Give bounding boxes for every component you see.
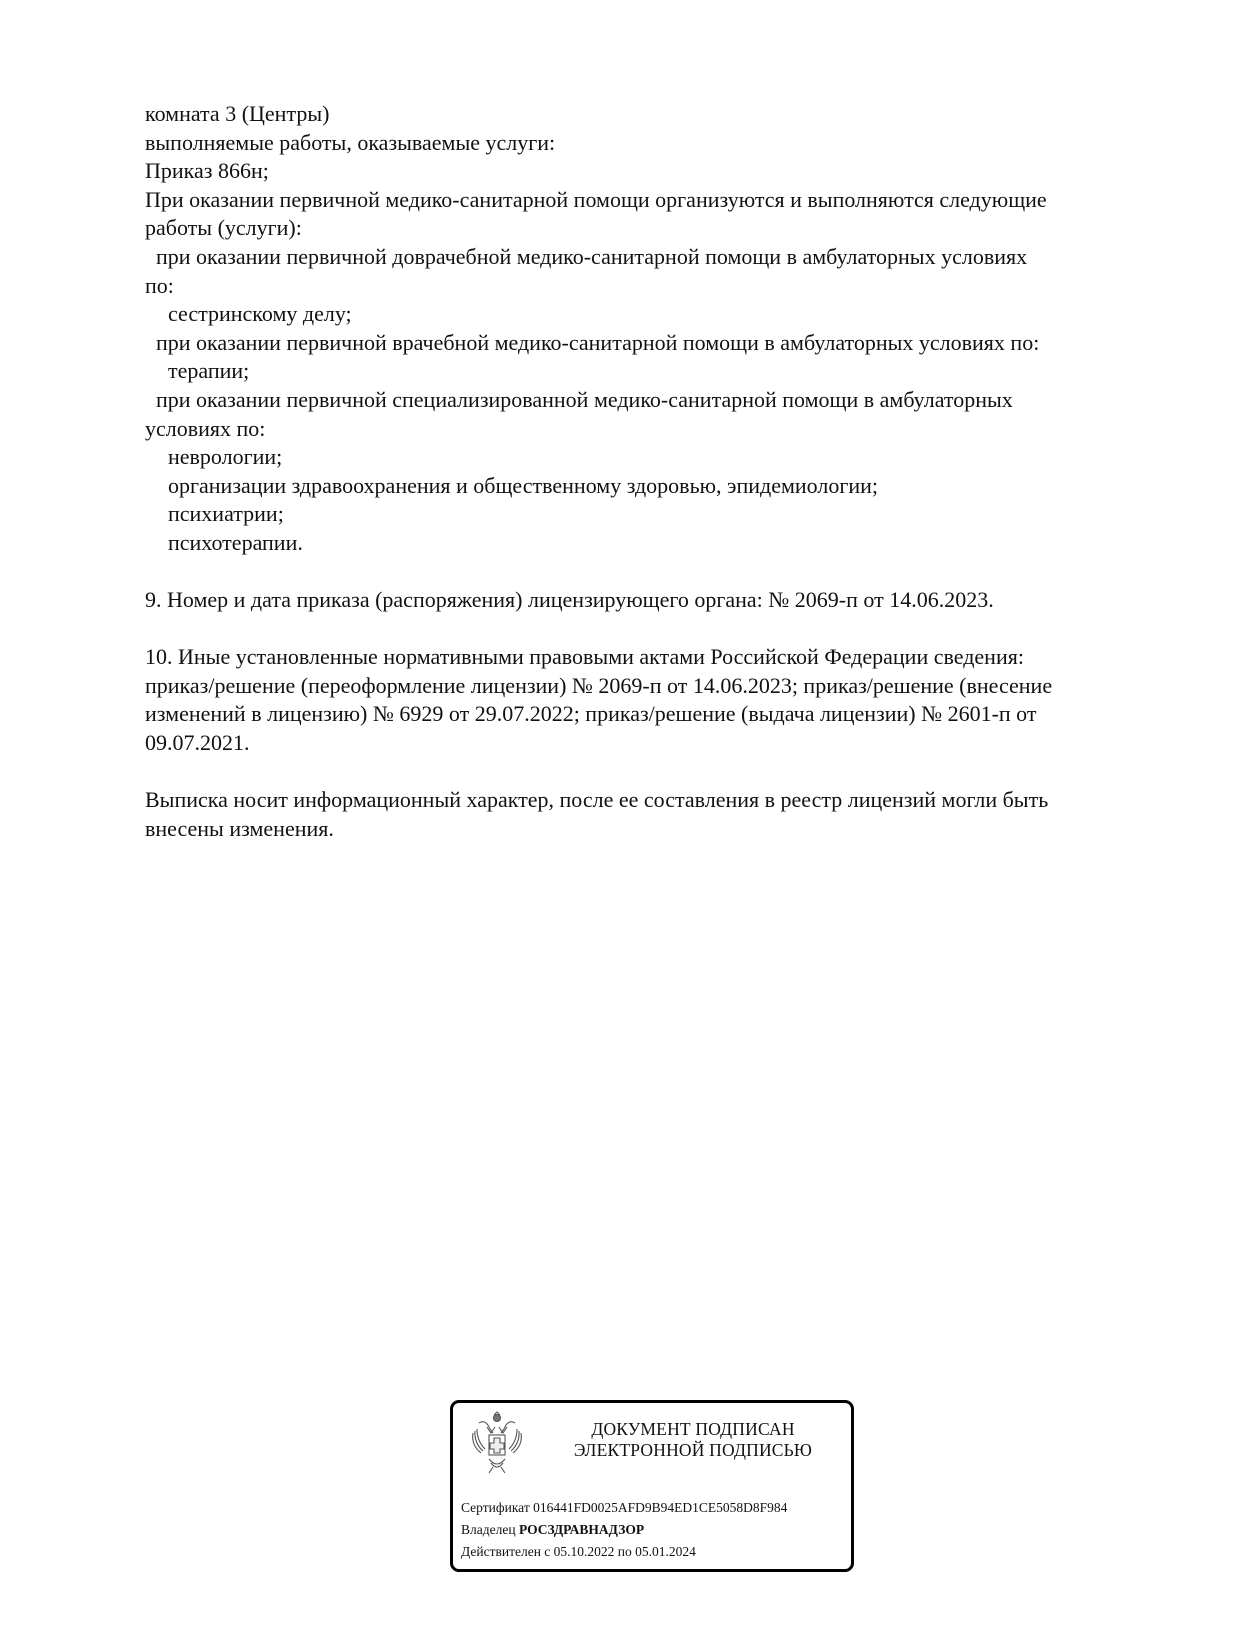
section-10-line: 09.07.2021.	[145, 730, 250, 756]
document-line: психотерапии.	[168, 529, 303, 555]
spacer	[145, 615, 1145, 644]
document-line: сестринскому делу;	[168, 301, 352, 327]
signature-title-line: ЭЛЕКТРОННОЙ ПОДПИСЬЮ	[573, 1440, 813, 1460]
section-9: 9. Номер и дата приказа (распоряжения) лицензирующего органа: № 2069-п от 14.06.2023.	[145, 587, 994, 613]
validity-row: Действителен с 05.10.2022 по 05.01.2024	[461, 1544, 696, 1559]
certificate-value: 016441FD0025AFD9B94ED1CE5058D8F984	[533, 1500, 788, 1515]
certificate-label: Сертификат	[461, 1500, 530, 1515]
document-line: комната 3 (Центры)	[145, 101, 330, 126]
document-line: условиях по:	[145, 415, 266, 441]
spacer	[145, 558, 1145, 587]
document-line: по:	[145, 272, 174, 298]
section-10-line: приказ/решение (переоформление лицензии) № 2069-п от 14.06.2023; приказ/решение (внесение	[145, 672, 1053, 698]
document-line: терапии;	[168, 358, 250, 384]
signature-title	[543, 1419, 843, 1461]
document-line: Приказ 866н;	[145, 158, 269, 184]
owner-label: Владелец	[461, 1522, 516, 1537]
document-line: работы (услуги):	[145, 215, 302, 241]
services-list	[145, 100, 1145, 558]
document-body	[145, 100, 1145, 843]
section-10-line: изменений в лицензию) № 6929 от 29.07.2022; приказ/решение (выдача лицензии) № 2601-п от	[145, 701, 1037, 727]
document-line: при оказании первичной специализированной медико-санитарной помощи в амбулаторных	[156, 386, 1013, 412]
signature-title-line: ДОКУМЕНТ ПОДПИСАН	[591, 1419, 795, 1439]
document-line: организации здравоохранения и общественному здоровью, эпидемиологии;	[168, 472, 879, 498]
certificate-row	[461, 1497, 787, 1519]
document-line: при оказании первичной доврачебной медико-санитарной помощи в амбулаторных условиях	[156, 243, 1028, 269]
document-line: выполняемые работы, оказываемые услуги:	[145, 129, 556, 155]
section-10	[145, 643, 1145, 757]
document-line: психиатрии;	[168, 501, 284, 527]
russian-coat-of-arms-icon	[465, 1411, 529, 1475]
signature-details	[461, 1497, 787, 1563]
document-line: При оказании первичной медико-санитарной помощи организуются и выполняются следующие	[145, 186, 1047, 212]
owner-value: РОСЗДРАВНАДЗОР	[518, 1522, 645, 1537]
disclaimer-line: внесены изменения.	[145, 815, 334, 841]
electronic-signature-stamp	[450, 1400, 854, 1572]
owner-row	[461, 1519, 787, 1541]
document-line: при оказании первичной врачебной медико-санитарной помощи в амбулаторных условиях по:	[156, 329, 1040, 355]
document-line: неврологии;	[168, 444, 283, 470]
section-10-line: 10. Иные установленные нормативными правовыми актами Российской Федерации сведения:	[145, 644, 1024, 670]
disclaimer-line: Выписка носит информационный характер, после ее составления в реестр лицензий могли быть	[145, 787, 1049, 813]
spacer	[145, 758, 1145, 787]
disclaimer	[145, 786, 1145, 843]
